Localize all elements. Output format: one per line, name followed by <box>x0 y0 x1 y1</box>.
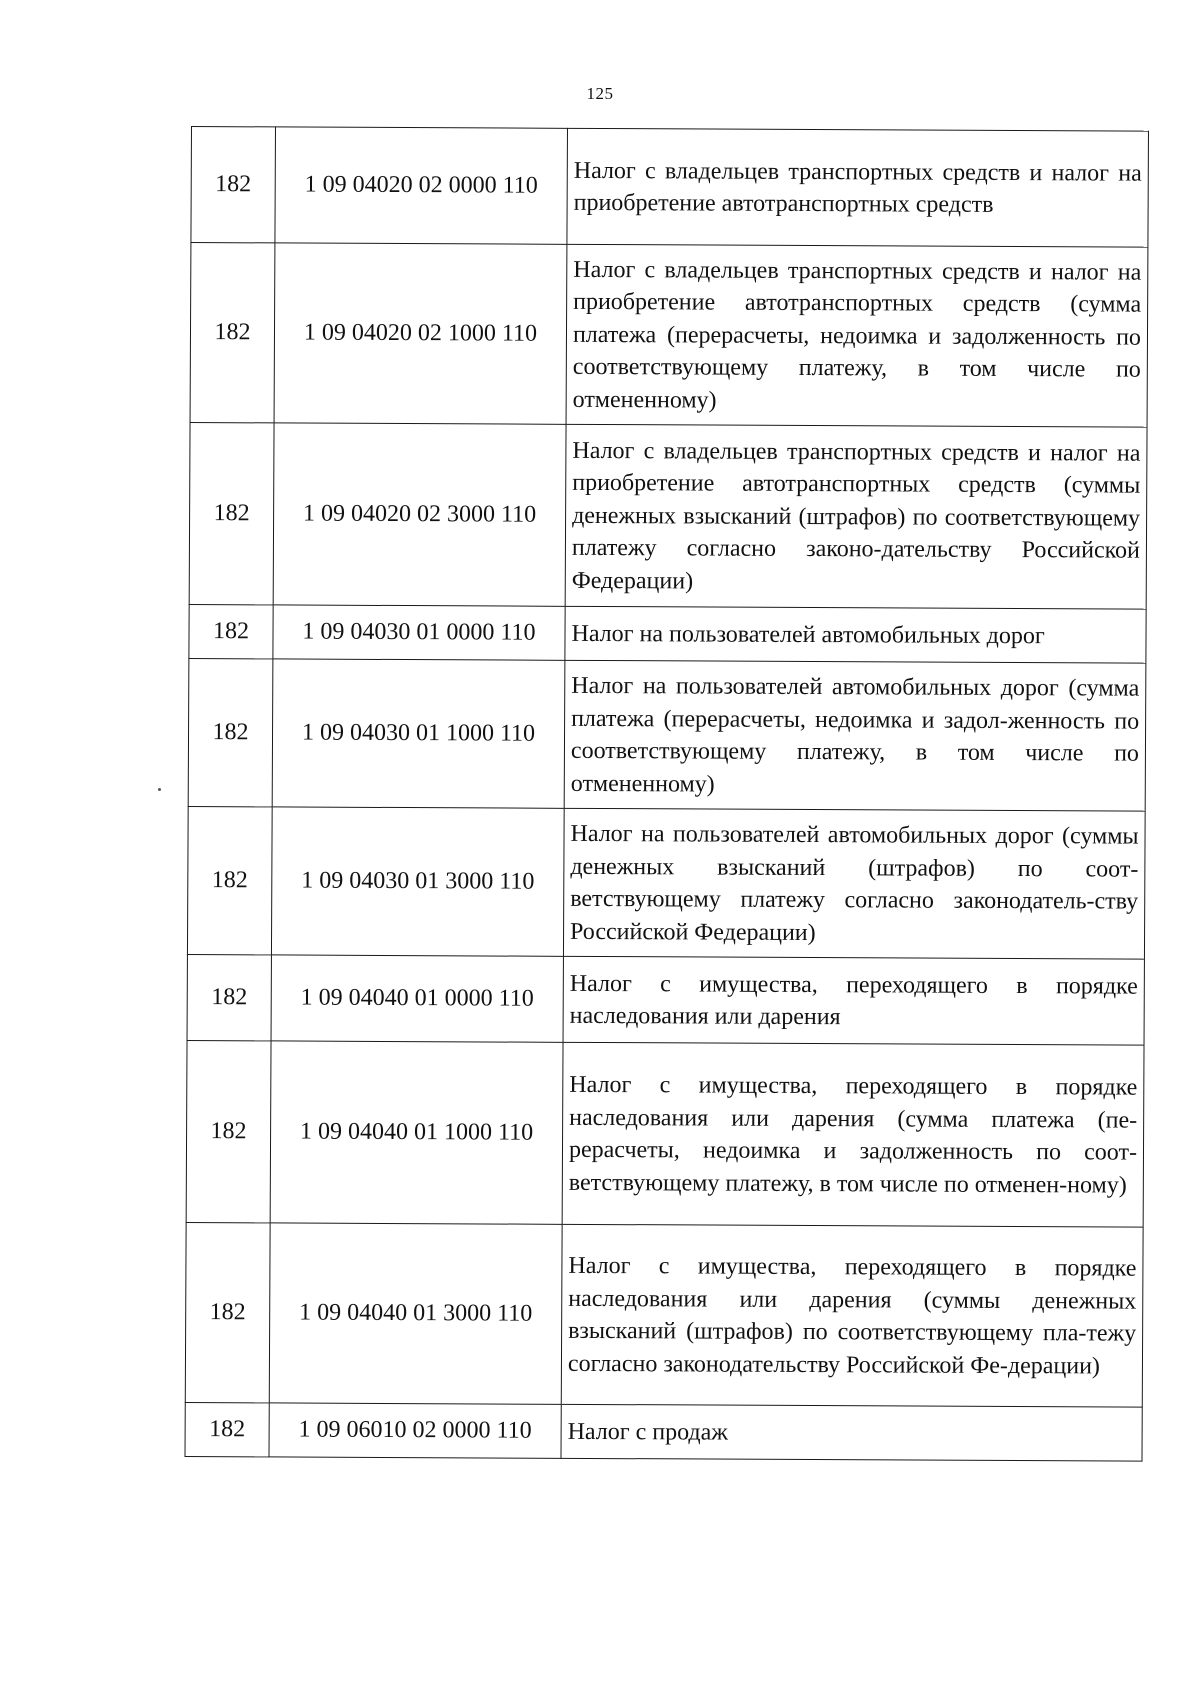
revenue-name-cell: Налог с владельцев транспортных средств и налог на приобретение автотранспортных средств (сумма платежа (перерасчеты, недоимка и задолженность по соответствующему платежу, в том числе по отмененному) <box>566 244 1148 427</box>
table-body <box>185 127 1148 1462</box>
revenue-name-cell: Налог с имущества, переходящего в порядке наследования или дарения (суммы денежных взысканий (штрафов) по соответствующему пла-тежу согласно законодательству Российской Фе-дерации) <box>561 1224 1143 1407</box>
scan-speck <box>158 788 161 791</box>
revenue-name-cell: Налог на пользователей автомобильных дорог (суммы денежных взысканий (штрафов) по соот-ветствующему платежу согласно законодатель-ству Российской Федерации) <box>563 808 1145 959</box>
table-row <box>191 127 1149 248</box>
budget-classification-code-cell: 1 09 04030 01 3000 110 <box>271 807 564 956</box>
revenue-name-cell: Налог с имущества, переходящего в порядке наследования или дарения (сумма платежа (пе-рерасчеты, недоимка и задолженность по соот-ветствующему платежу, в том числе по отменен-ному) <box>562 1042 1144 1227</box>
budget-classification-code-cell: 1 09 04040 01 3000 110 <box>269 1223 562 1404</box>
table-row <box>185 1402 1142 1461</box>
page-number: 125 <box>586 84 614 103</box>
revenue-name-cell: Налог на пользователей автомобильных дорог (сумма платежа (перерасчеты, недоимка и задол-женность по соответствующему платежу, в том числе по отмененному) <box>564 660 1146 811</box>
revenue-codes-table-wrapper <box>184 126 1148 1462</box>
revenue-name-cell: Налог с продаж <box>561 1404 1142 1461</box>
revenue-name-cell: Налог с владельцев транспортных средств и налог на приобретение автотранспортных средств (суммы денежных взысканий (штрафов) по соответствующему платежу согласно законо-дательству Российской Федерации) <box>565 424 1147 609</box>
admin-code-cell: 182 <box>191 127 276 243</box>
admin-code-cell: 182 <box>185 1402 269 1456</box>
admin-code-cell: 182 <box>185 1222 270 1402</box>
budget-classification-code-cell: 1 09 06010 02 0000 110 <box>269 1403 561 1458</box>
admin-code-cell: 182 <box>187 954 271 1040</box>
table-row <box>187 954 1144 1045</box>
table-row <box>188 658 1146 811</box>
budget-classification-code-cell: 1 09 04030 01 0000 110 <box>273 605 565 660</box>
table-row <box>190 243 1148 428</box>
admin-code-cell: 182 <box>189 422 274 604</box>
budget-classification-code-cell: 1 09 04040 01 1000 110 <box>270 1041 563 1224</box>
revenue-name-cell: Налог с имущества, переходящего в порядке наследования или дарения <box>563 956 1144 1045</box>
budget-classification-code-cell: 1 09 04040 01 0000 110 <box>271 955 563 1042</box>
revenue-name-cell: Налог на пользователей автомобильных дорог <box>565 606 1146 663</box>
revenue-codes-table <box>184 126 1148 1462</box>
budget-classification-code-cell: 1 09 04020 02 1000 110 <box>274 243 567 424</box>
admin-code-cell: 182 <box>189 604 273 658</box>
table-row <box>187 806 1145 959</box>
budget-classification-code-cell: 1 09 04030 01 1000 110 <box>272 659 565 808</box>
table-row <box>185 1222 1143 1407</box>
admin-code-cell: 182 <box>186 1040 271 1222</box>
revenue-name-cell: Налог с владельцев транспортных средств и налог на приобретение автотранспортных средств <box>567 128 1149 247</box>
budget-classification-code-cell: 1 09 04020 02 0000 110 <box>275 127 568 244</box>
table-row <box>189 604 1146 663</box>
admin-code-cell: 182 <box>190 243 275 423</box>
admin-code-cell: 182 <box>187 806 272 954</box>
budget-classification-code-cell: 1 09 04020 02 3000 110 <box>273 423 566 606</box>
admin-code-cell: 182 <box>188 658 273 806</box>
table-row <box>189 422 1147 609</box>
table-row <box>186 1040 1144 1227</box>
